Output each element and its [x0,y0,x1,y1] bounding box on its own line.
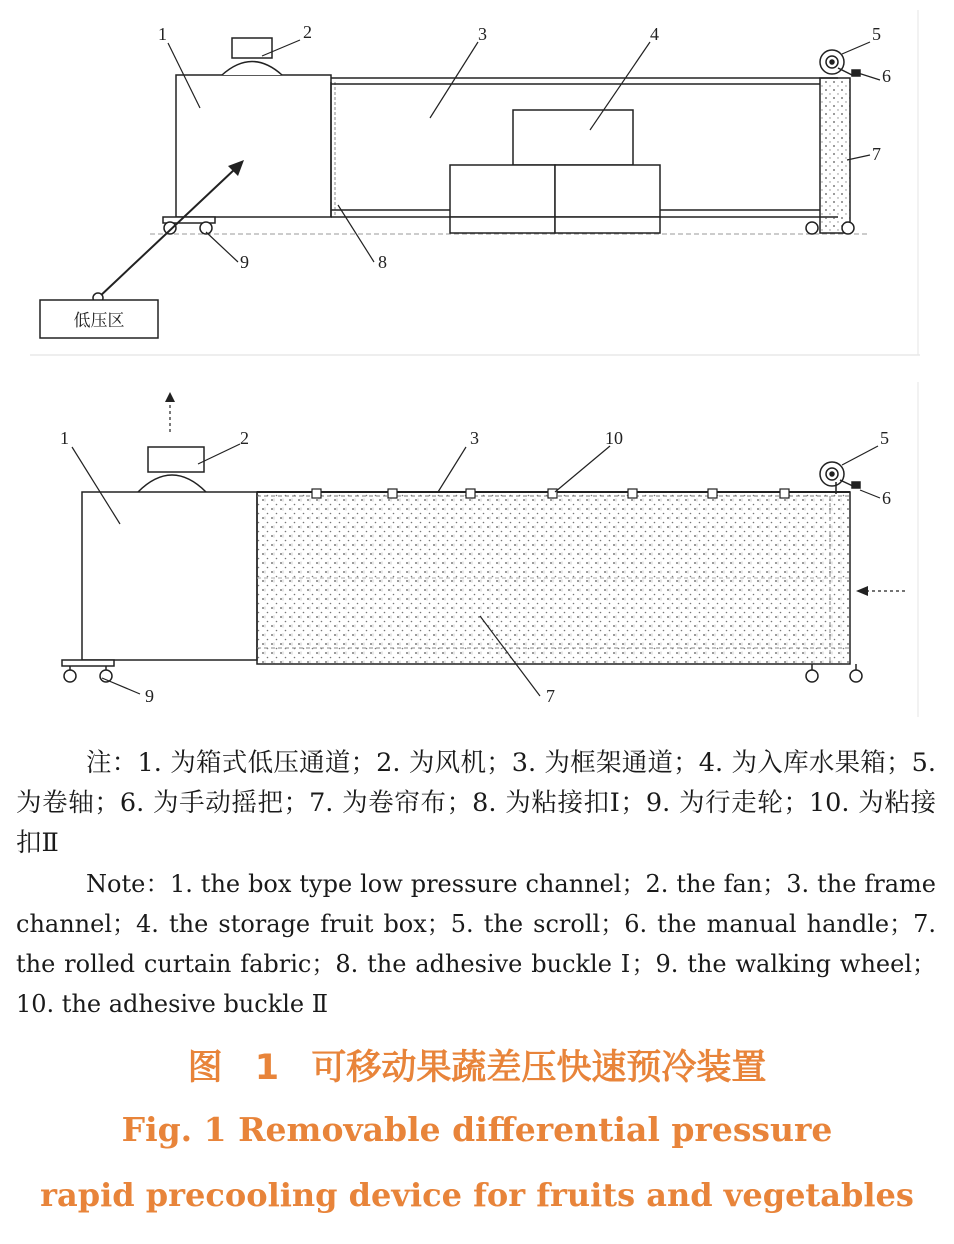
note-chinese-text: 注：1. 为箱式低压通道；2. 为风机；3. 为框架通道；4. 为入库水果箱；5. 为卷轴；6. 为手动摇把；7. 为卷帘布；8. 为粘接扣Ⅰ；9. 为行走轮；10. 为粘接扣Ⅱ [16,748,936,858]
diagram-top [0,0,954,372]
low-pressure-zone-label: 低压区 [73,311,125,331]
figure-caption-english-line1: Fig. 1 Removable differential pressure [121,1110,833,1149]
airflow-up-arrow [165,392,175,432]
note-english-text: Note：1. the box type low pressure channel；2. the fan；3. the frame channel；4. the storage fruit box；5. the scroll；6. the manual handle；7. the rolled curtain fabric；8. the adhesive buckle Ⅰ；9. the walking wheel；10. the adhesive buckle Ⅱ [16,870,936,1018]
label-7: 7 [546,686,555,706]
figure-caption-english-line2: rapid precooling device for fruits and vegetables [40,1176,914,1214]
label-10: 10 [605,428,623,448]
low-pressure-arrow [93,160,244,303]
scroll-and-handle [820,462,860,494]
airflow-in-arrow [856,586,905,596]
fan [222,38,282,75]
storage-fruit-boxes [450,110,660,233]
box-low-pressure-channel [176,75,331,217]
label-9: 9 [240,252,249,272]
rolled-curtain-fabric [820,78,850,233]
fan [138,447,206,492]
diagram-bottom [0,372,954,722]
box-low-pressure-channel [82,492,257,660]
label-5: 5 [880,428,889,448]
label-3: 3 [478,24,487,44]
label-2: 2 [240,428,249,448]
label-5: 5 [872,24,881,44]
label-1: 1 [60,428,69,448]
label-4: 4 [650,24,659,44]
label-3: 3 [470,428,479,448]
label-2: 2 [303,22,312,42]
figure-caption-chinese: 图 1 可移动果蔬差压快速预冷装置 [187,1048,767,1088]
label-6: 6 [882,66,891,86]
note-chinese [16,743,936,863]
label-9: 9 [145,686,154,706]
note-english [16,864,936,1024]
label-6: 6 [882,488,891,508]
label-8: 8 [378,252,387,272]
scroll-and-handle [820,50,860,76]
label-7: 7 [872,144,881,164]
label-1: 1 [158,24,167,44]
